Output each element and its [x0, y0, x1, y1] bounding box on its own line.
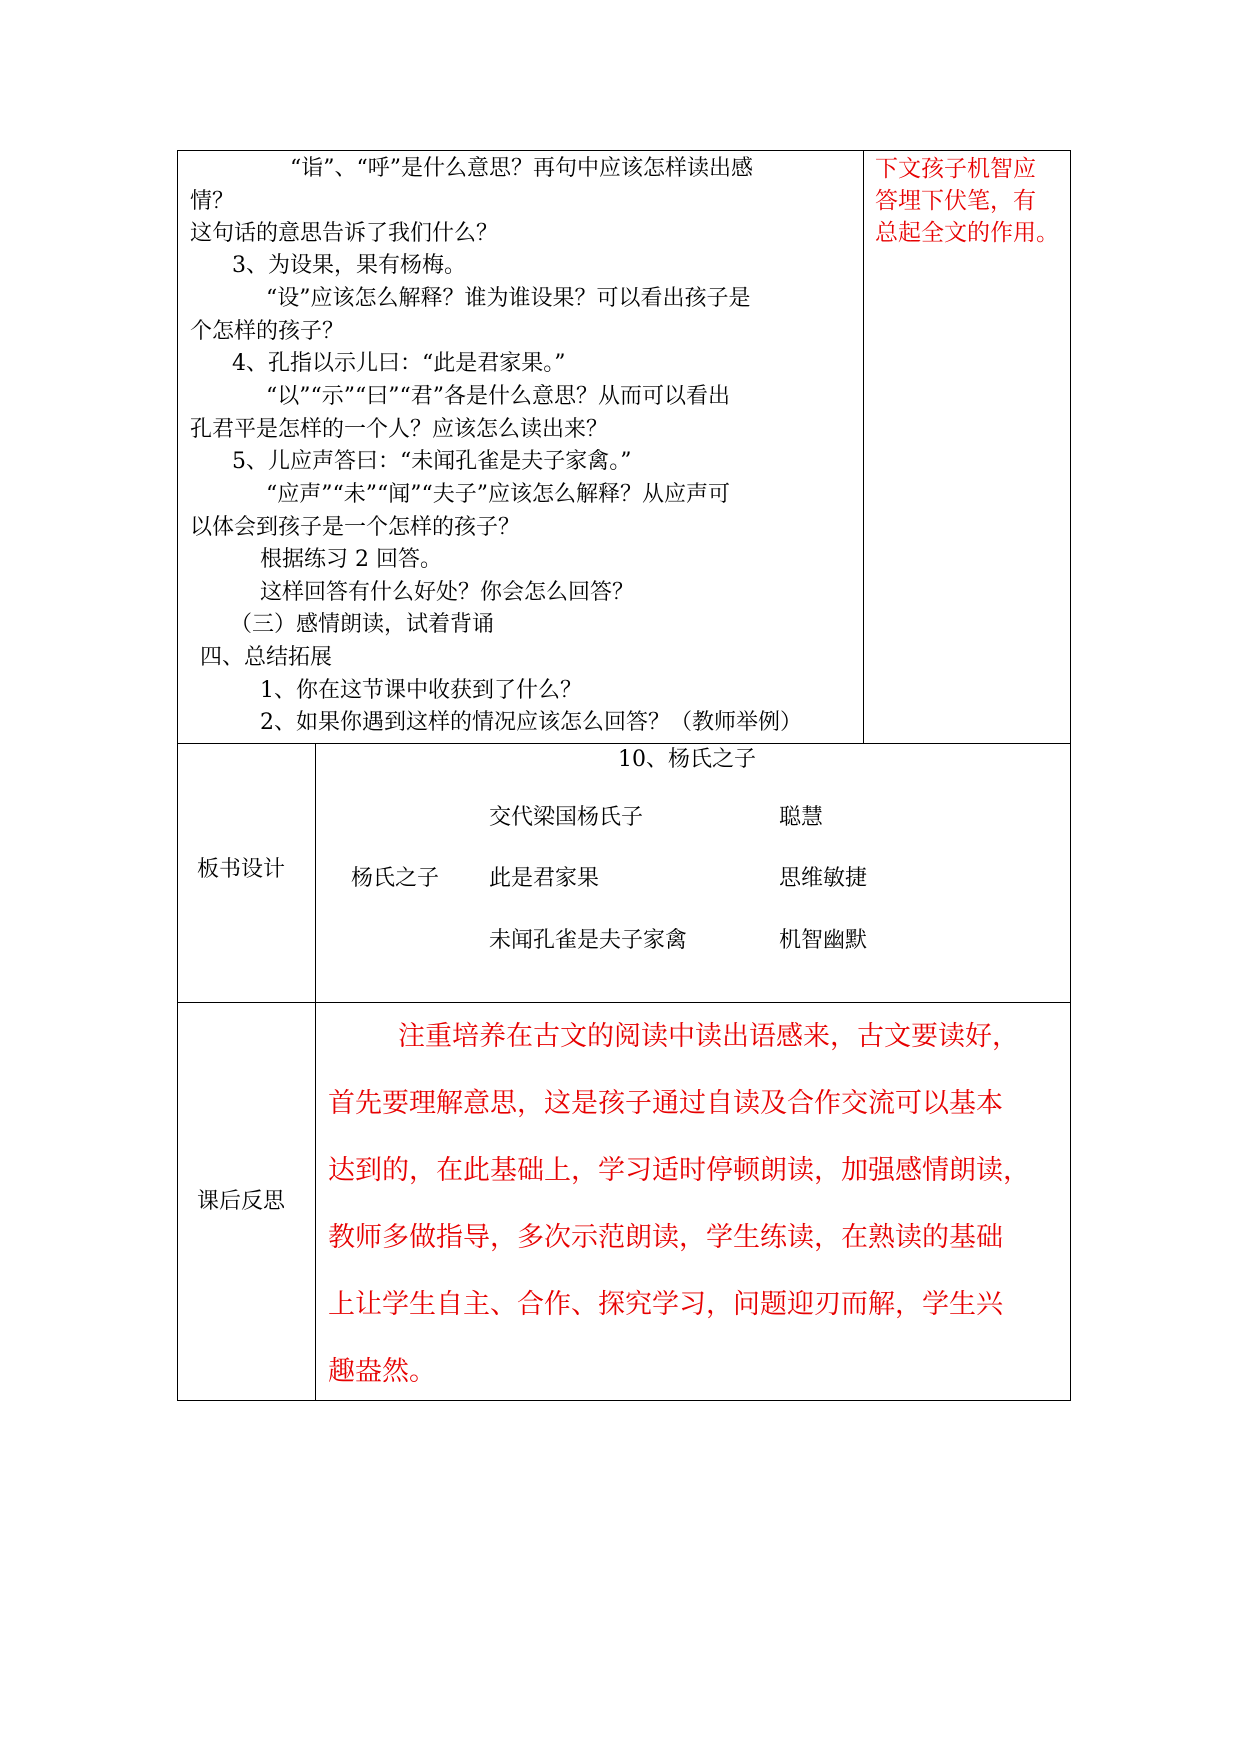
board-trait: 思维敏捷	[779, 866, 868, 891]
board-trait: 聪慧	[779, 805, 824, 830]
process-line: “以”“示”“曰”“君”各是什么意思？从而可以看出	[266, 384, 730, 409]
note-line: 总起全文的作用。	[875, 220, 1059, 246]
row-divider-2	[178, 1002, 1070, 1003]
process-line: “诣”、“呼”是什么意思？再句中应该怎样读出感	[290, 156, 753, 181]
process-line: 四、总结拓展	[200, 645, 333, 670]
reflection-line: 教师多做指导，多次示范朗读，学生练读，在熟读的基础	[328, 1222, 1003, 1253]
board-main-topic: 杨氏之子	[351, 866, 440, 891]
process-line: 个怎样的孩子？	[190, 319, 345, 344]
board-key-point: 此是君家果	[489, 866, 600, 891]
board-key-point: 未闻孔雀是夫子家禽	[489, 928, 688, 953]
label-column-divider	[315, 743, 316, 1400]
reflection-label: 课后反思	[197, 1189, 286, 1214]
process-line: 这句话的意思告诉了我们什么？	[190, 221, 499, 246]
process-line: “应声”“未”“闻”“夫子”应该怎么解释？从应声可	[266, 482, 730, 507]
board-title: 10、杨氏之子	[618, 747, 756, 772]
board-design-label: 板书设计	[197, 857, 286, 882]
process-line: 以体会到孩子是一个怎样的孩子？	[190, 515, 521, 540]
note-line: 下文孩子机智应	[875, 156, 1036, 182]
note-line: 答埋下伏笔，有	[875, 188, 1036, 214]
reflection-line: 上让学生自主、合作、探究学习，问题迎刃而解，学生兴	[328, 1289, 1003, 1320]
process-line: 根据练习 2 回答。	[260, 547, 442, 572]
process-line: 2、如果你遇到这样的情况应该怎么回答？（教师举例）	[260, 710, 802, 735]
lesson-plan-table	[177, 150, 1071, 1401]
process-notes-divider	[863, 151, 864, 743]
row-divider-1	[178, 743, 1070, 744]
process-line: “设”应该怎么解释？谁为谁设果？可以看出孩子是	[266, 286, 751, 311]
process-line: 4、孔指以示儿曰：“此是君家果。”	[232, 351, 566, 376]
board-trait: 机智幽默	[779, 928, 868, 953]
process-line: 1、你在这节课中收获到了什么？	[260, 678, 582, 703]
process-line: 孔君平是怎样的一个人？应该怎么读出来？	[190, 417, 609, 442]
reflection-line: 趣盎然。	[328, 1356, 436, 1387]
reflection-line: 达到的，在此基础上，学习适时停顿朗读，加强感情朗读，	[328, 1155, 1030, 1186]
reflection-line: 注重培养在古文的阅读中读出语感来，古文要读好，	[398, 1021, 1019, 1052]
process-line: 这样回答有什么好处？你会怎么回答？	[260, 580, 635, 605]
process-line: （三）感情朗读，试着背诵	[230, 612, 495, 637]
process-line: 3、为设果，果有杨梅。	[232, 253, 466, 278]
process-line: 5、儿应声答曰：“未闻孔雀是夫子家禽。”	[232, 449, 632, 474]
reflection-line: 首先要理解意思，这是孩子通过自读及合作交流可以基本	[328, 1088, 1003, 1119]
process-line: 情？	[190, 189, 235, 214]
board-key-point: 交代梁国杨氏子	[489, 805, 644, 830]
